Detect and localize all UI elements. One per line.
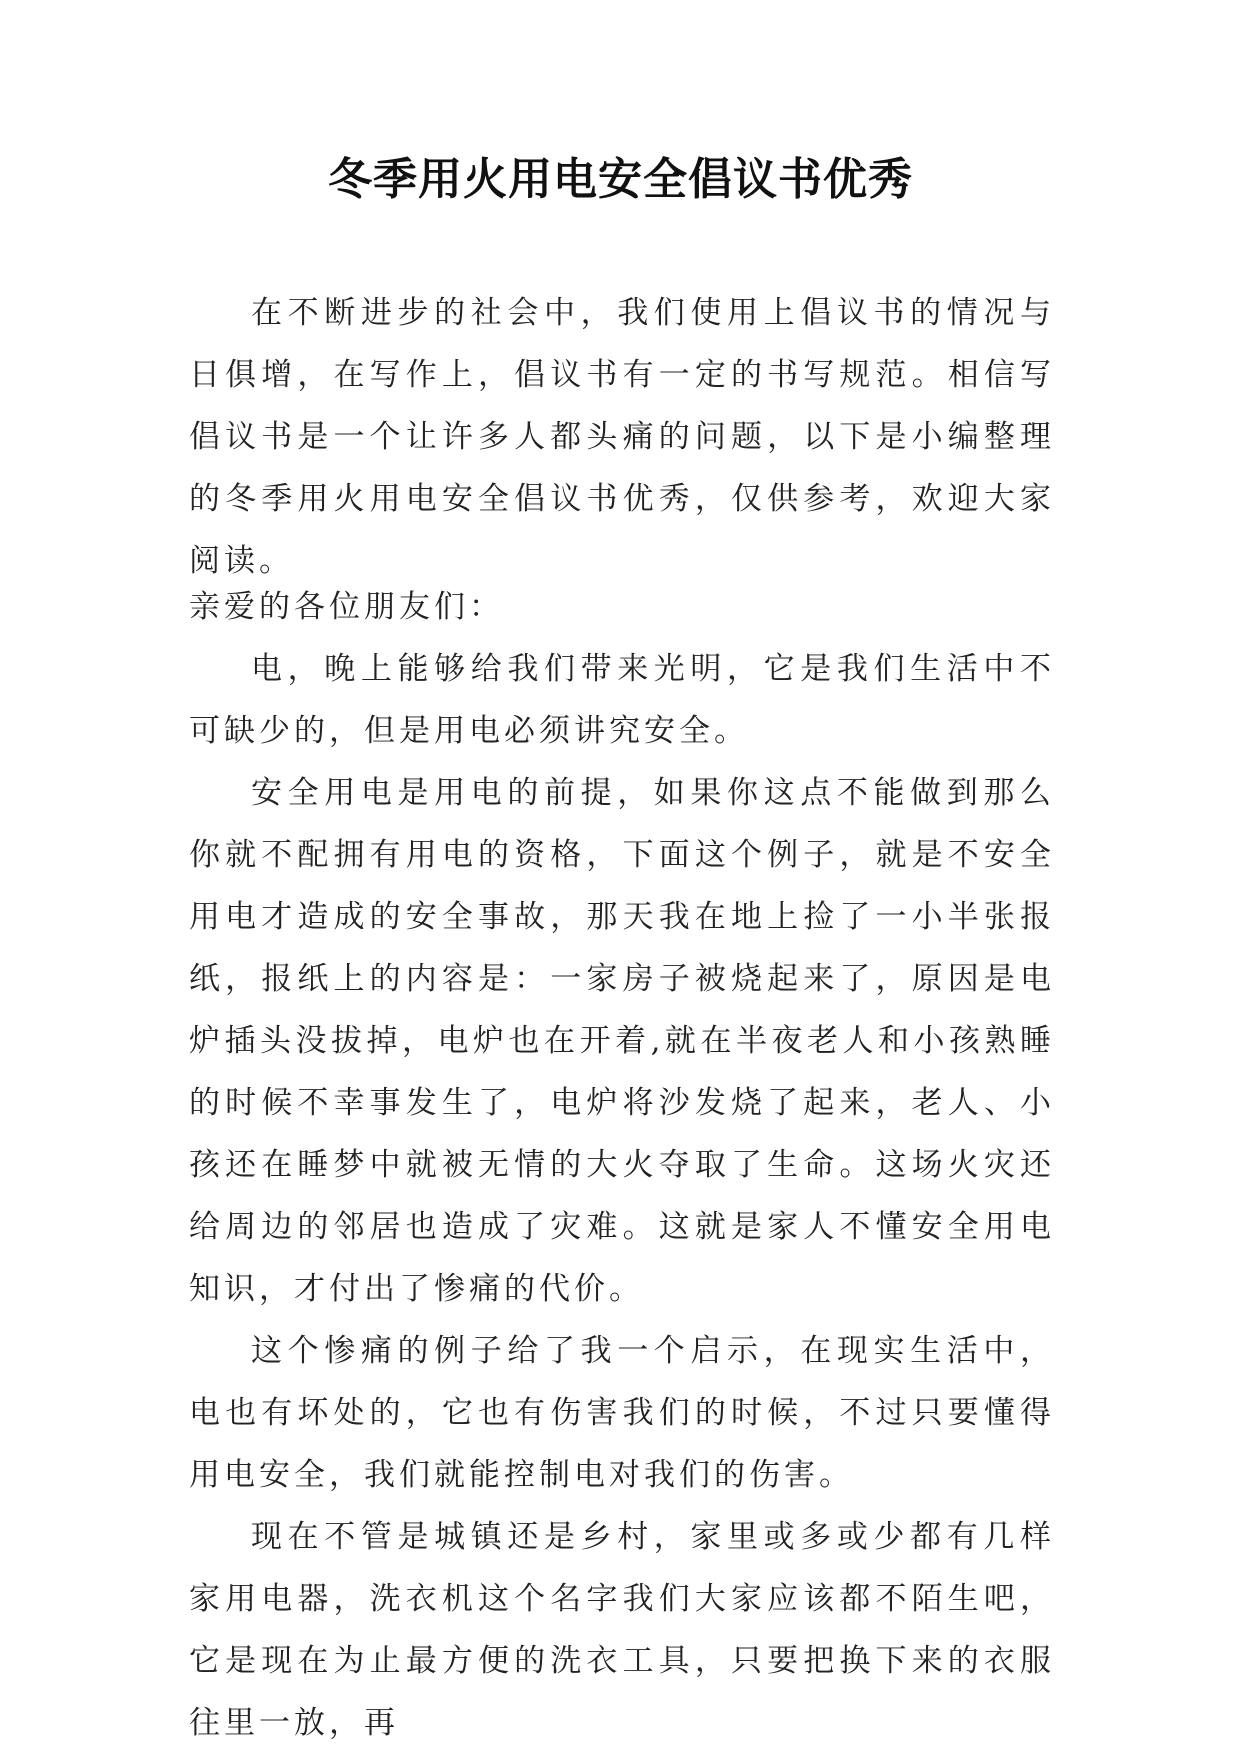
body-paragraph: 现在不管是城镇还是乡村，家里或多或少都有几样家用电器，洗衣机这个名字我们大家应该都不陌生吧，它是现在为止最方便的洗衣工具，只要把换下来的衣服往里一放，再 <box>189 1519 1055 1741</box>
body-paragraph: 电，晚上能够给我们带来光明，它是我们生活中不可缺少的，但是用电必须讲究安全。 <box>189 651 1055 749</box>
body-paragraph: 这个惨痛的例子给了我一个启示，在现实生活中，电也有坏处的，它也有伤害我们的时候，不过只要懂得用电安全，我们就能控制电对我们的伤害。 <box>189 1333 1055 1493</box>
intro-paragraph: 在不断进步的社会中，我们使用上倡议书的情况与日俱增，在写作上，倡议书有一定的书写规范。相信写倡议书是一个让许多人都头痛的问题，以下是小编整理的冬季用火用电安全倡议书优秀，仅供参考，欢迎大家阅读。 <box>189 295 1055 579</box>
salutation: 亲爱的各位朋友们： <box>189 589 504 625</box>
document-title: 冬季用火用电安全倡议书优秀 <box>328 154 913 205</box>
intro-section <box>189 282 1055 592</box>
letter-body <box>189 576 1055 1754</box>
body-paragraph: 安全用电是用电的前提，如果你这点不能做到那么你就不配拥有用电的资格，下面这个例子，就是不安全用电才造成的安全事故，那天我在地上捡了一小半张报纸，报纸上的内容是：一家房子被烧起来了，原因是电炉插头没拔掉，电炉也在开着,就在半夜老人和小孩熟睡的时候不幸事发生了，电炉将沙发烧了起来，老人、小孩还在睡梦中就被无情的大火夺取了生命。这场火灾还给周边的邻居也造成了灾难。这就是家人不懂安全用电知识，才付出了惨痛的代价。 <box>189 775 1055 1307</box>
